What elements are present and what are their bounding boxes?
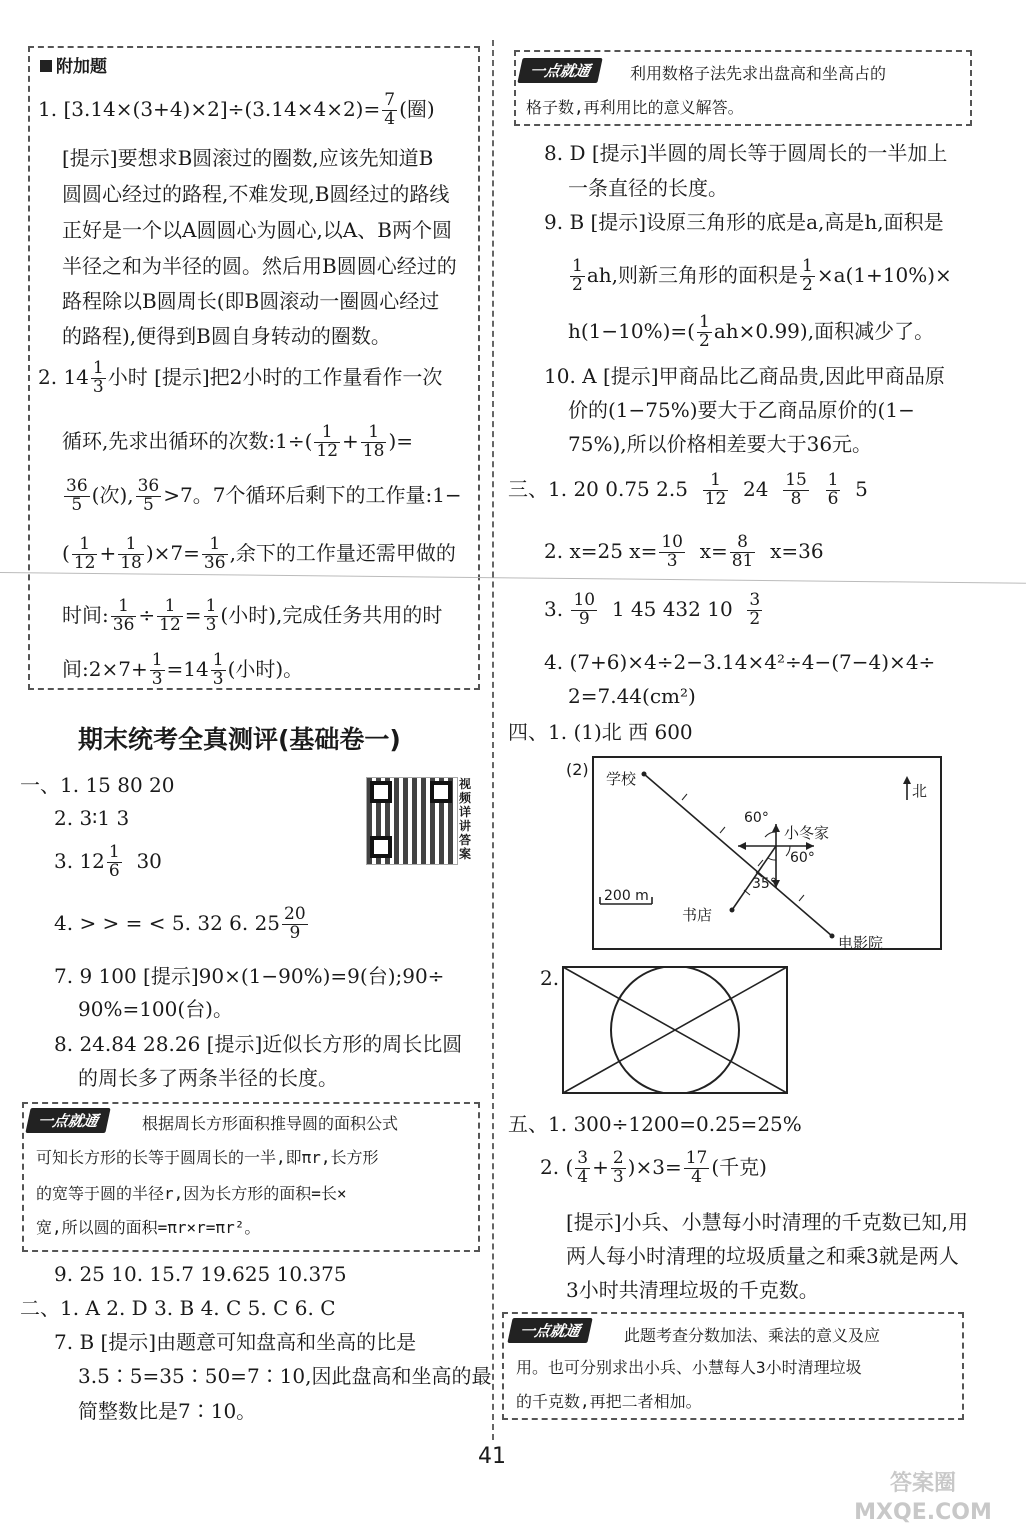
s1-2: 2. 3∶1 3 xyxy=(54,806,130,830)
s5-2: 2. ( $\frac{3}{4}$ + $\frac{2}{3}$ )×3= $\frac{17}{4}$ (千克) xyxy=(540,1148,767,1187)
square-icon xyxy=(40,60,52,72)
q2-line2: 循环,先求出循环的次数:1÷( $\frac{1}{12}$ + $\frac{1}{18}$ )= xyxy=(62,422,413,461)
q1-hint-line: 正好是一个以A圆圆心为圆心,以A、B两个圆 xyxy=(62,218,452,242)
s5-hint: 3小时共清理垃圾的千克数。 xyxy=(566,1278,819,1302)
r-q10a: 10. A [提示]甲商品比乙商品贵,因此甲商品原 xyxy=(544,364,945,388)
s5-hint: 两人每小时清理的垃圾质量之和乘3就是两人 xyxy=(566,1244,959,1268)
supplement-title: 附加题 xyxy=(40,52,107,77)
map-scale: 200 m xyxy=(604,888,649,904)
qr-corner xyxy=(430,781,452,803)
s5-1: 五、1. 300÷1200=0.25=25% xyxy=(508,1112,802,1136)
q1-hint-line: 路程除以B圆周长(即B圆滚动一圈圆心经过 xyxy=(62,289,440,313)
tip-badge: 一点就通 xyxy=(520,58,600,83)
rect-circle-figure xyxy=(562,966,788,1094)
north-arrow-head xyxy=(903,776,911,784)
q1-hint-line: 半径之和为半径的圆。然后用B圆圆心经过的 xyxy=(62,254,457,278)
qr-corner xyxy=(370,781,392,803)
s4-1: 四、1. (1)北 西 600 xyxy=(508,720,693,744)
s3-4b: 2=7.44(cm²) xyxy=(568,684,696,708)
qr-label: 视频详讲答案 xyxy=(459,777,472,861)
angle-60-right: 60° xyxy=(790,850,815,866)
exam-title: 期末统考全真测评(基础卷一) xyxy=(78,725,401,754)
tip-top-line: 格子数,再利用比的意义解答。 xyxy=(526,98,744,117)
r-q10b: 价的(1−75%)要大于乙商品原价的(1− xyxy=(568,398,915,422)
map-north: 北 xyxy=(912,782,928,800)
qr-corner xyxy=(370,836,392,858)
tip-badge: 一点就通 xyxy=(510,1318,590,1343)
q2-line6: 间:2×7+ $\frac{1}{3}$ =14 $\frac{1}{3}$ (小时)。 xyxy=(62,650,304,689)
arrow-right xyxy=(806,842,814,850)
s1-7a: 7. 9 100 [提示]90×(1−90%)=9(台);90÷ xyxy=(54,964,445,988)
tip-bottom-line: 的千克数,再把二者相加。 xyxy=(516,1392,702,1411)
tick xyxy=(682,794,687,800)
watermark: 答案圈 MXQE.COM xyxy=(854,1471,992,1525)
q2-line4: ( $\frac{1}{12}$ + $\frac{1}{18}$ )×7= $\frac{1}{36}$ ,余下的工作量还需甲做的 xyxy=(62,534,456,573)
tick xyxy=(720,827,725,833)
s1-4: 4. > > = < 5. 32 6. 25 $\frac{20}{9}$ xyxy=(54,904,306,943)
column-divider xyxy=(492,40,494,1440)
school-point xyxy=(642,772,647,777)
r-q10c: 75%),所以价格相差要大于36元。 xyxy=(568,432,873,456)
tip1-line: 可知长方形的长等于圆周长的一半,即πr,长方形 xyxy=(36,1148,379,1167)
r-q9a: 9. B [提示]设原三角形的底是a,高是h,面积是 xyxy=(544,210,944,234)
q2-line1: 2. 14 $\frac{1}{3}$ 小时 [提示]把2小时的工作量看作一次 xyxy=(38,358,443,397)
angle-60-top: 60° xyxy=(744,810,769,826)
map-cinema: 电影院 xyxy=(838,934,884,952)
map-home: 小冬家 xyxy=(784,824,830,842)
direction-map xyxy=(592,756,942,950)
angle-35: 35° xyxy=(752,876,777,892)
s3-4a: 4. (7+6)×4÷2−3.14×4²÷4−(7−4)×4÷ xyxy=(544,650,936,674)
tip-bottom-line: 此题考查分数加法、乘法的意义及应 xyxy=(624,1326,881,1345)
tip-top-line: 利用数格子法先求出盘高和坐高占的 xyxy=(630,64,887,83)
s1-7b: 90%=100(台)。 xyxy=(78,997,233,1021)
q1-hint-line: [提示]要想求B圆滚过的圈数,应该先知道B xyxy=(62,146,434,170)
tip1-line: 宽,所以圆的面积=πr×r=πr²。 xyxy=(36,1218,261,1237)
map-school: 学校 xyxy=(606,770,637,788)
q1-hint-line: 圆圆心经过的路程,不难发现,B圆经过的路线 xyxy=(62,182,450,206)
tip-bottom-line: 用。也可分别求出小兵、小慧每人3小时清理垃圾 xyxy=(516,1358,862,1377)
s3-2: 2. x=25 x= $\frac{10}{3}$ x= $\frac{8}{81}$ x=36 xyxy=(544,532,824,571)
s3-1: 三、1. 20 0.75 2.5 $\frac{1}{12}$ 24 $\frac{15}{8}$ $\frac{1}{6}$ 5 xyxy=(508,470,868,509)
s2-7a: 7. B [提示]由题意可知盘高和坐高的比是 xyxy=(54,1330,417,1354)
s1-1: 一、1. 15 80 20 xyxy=(20,773,175,797)
q1-line: 1. [3.14×(3+4)×2]÷(3.14×4×2)= $\frac{7}{4}$ (圈) xyxy=(38,90,435,129)
s5-hint: [提示]小兵、小慧每小时清理的千克数已知,用 xyxy=(566,1210,968,1234)
s2-1: 二、1. A 2. D 3. B 4. C 5. C 6. C xyxy=(20,1296,336,1320)
q2-line5: 时间: $\frac{1}{36}$ ÷ $\frac{1}{12}$ = $\frac{1}{3}$ (小时),完成任务共用的时 xyxy=(62,596,443,635)
page-number: 41 xyxy=(478,1444,506,1469)
s1-9: 9. 25 10. 15.7 19.625 10.375 xyxy=(54,1262,347,1286)
s3-3: 3. $\frac{10}{9}$ 1 45 432 10 $\frac{3}{2}$ xyxy=(544,590,761,629)
angle-arc xyxy=(768,858,776,860)
q1-hint-line: 的路程),便得到B圆自身转动的圈数。 xyxy=(62,324,391,348)
cinema-point xyxy=(830,934,835,939)
bookstore-point xyxy=(730,908,735,913)
s2-7c: 简整数比是7∶10。 xyxy=(78,1399,257,1423)
s1-8a: 8. 24.84 28.26 [提示]近似长方形的周长比圆 xyxy=(54,1032,463,1056)
s4-2: 2. xyxy=(540,966,560,990)
s1-3: 3. 12 $\frac{1}{6}$ 30 xyxy=(54,842,162,881)
r-q8b: 一条直径的长度。 xyxy=(568,176,728,200)
r-q8a: 8. D [提示]半圆的周长等于圆周长的一半加上 xyxy=(544,141,948,165)
map-label: (2) xyxy=(566,760,589,779)
s1-8b: 的周长多了两条半径的长度。 xyxy=(78,1066,338,1090)
tip1-line: 的宽等于圆的半径r,因为长方形的面积=长× xyxy=(36,1184,347,1203)
arrow-up xyxy=(772,824,780,832)
angle-arc xyxy=(765,832,776,837)
q2-line3: $\frac{36}{5}$ (次), $\frac{36}{5}$ >7。7个循环后剩下的工作量:1− xyxy=(66,476,462,515)
map-bookstore: 书店 xyxy=(682,906,713,924)
s2-7b: 3.5∶5=35∶50=7∶10,因此盘高和坐高的最 xyxy=(78,1364,492,1388)
tick xyxy=(799,895,804,901)
tip-badge: 一点就通 xyxy=(28,1108,108,1133)
tip1-line: 根据周长方形面积推导圆的面积公式 xyxy=(142,1114,399,1133)
r-q9b: $\frac{1}{2}$ ah,则新三角形的面积是 $\frac{1}{2}$ ×a(1+10%)× xyxy=(572,256,952,295)
r-q9c: h(1−10%)=( $\frac{1}{2}$ ah×0.99),面积减少了。 xyxy=(568,312,935,351)
arrow-left xyxy=(738,842,746,850)
